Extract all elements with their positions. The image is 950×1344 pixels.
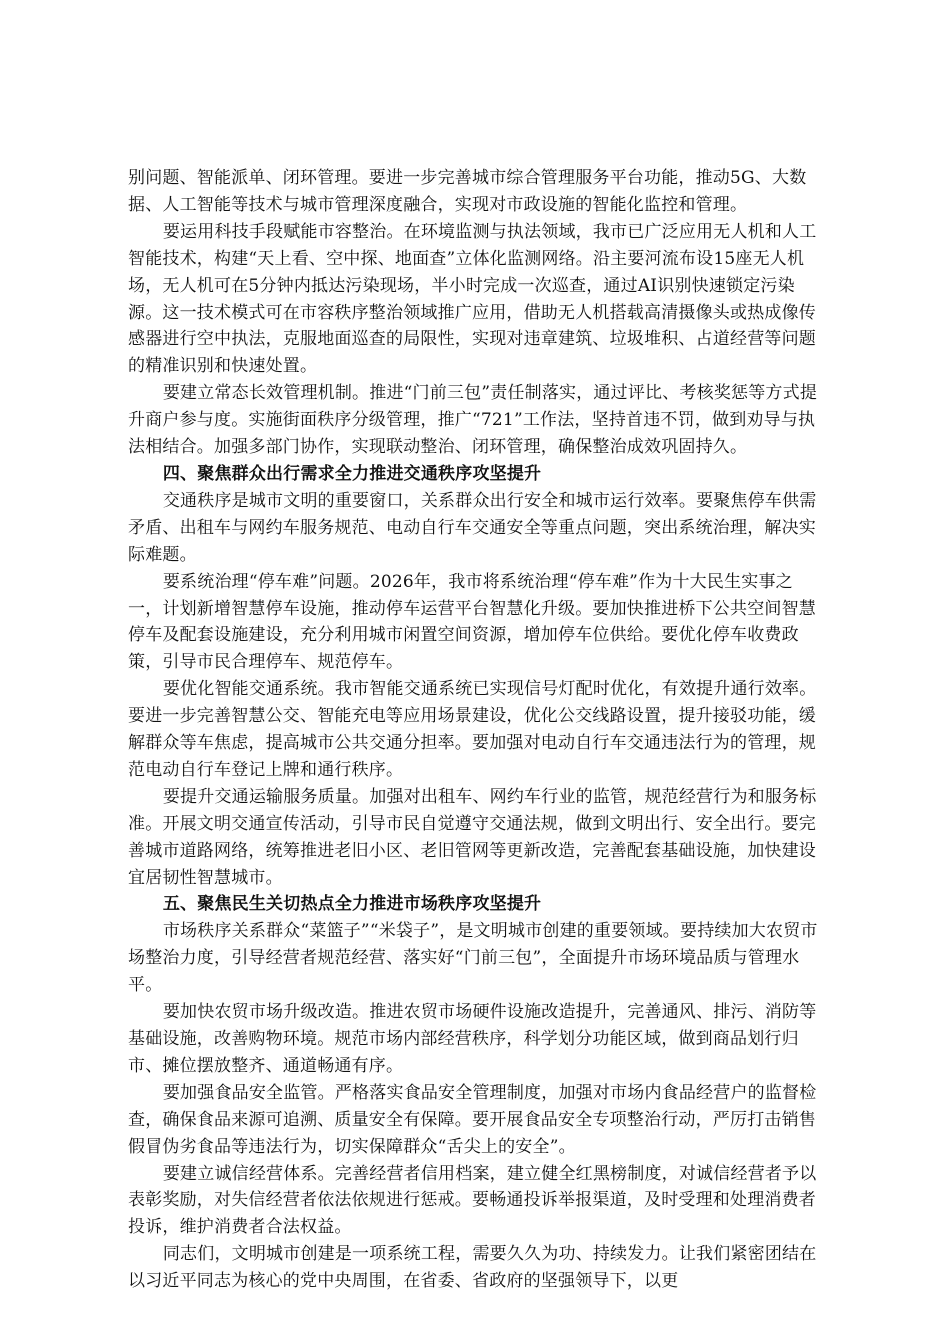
paragraph-closing: 同志们，文明城市创建是一项系统工程，需要久久为功、持续发力。让我们紧密团结在以习近平同志为核心的党中央周围，在省委、省政府的坚强领导下，以更 xyxy=(128,1244,817,1292)
paragraph-parking: 要系统治理“停车难”问题。2026年，我市将系统治理“停车难”作为十大民生实事之一，计划新增智慧停车设施，推动停车运营平台智慧化升级。要加快推进桥下公共空间智慧停车及配套设施建设，充分利用城市闲置空间资源，增加停车位供给。要优化停车收费政策，引导市民合理停车、规范停车。 xyxy=(128,571,816,673)
document-page xyxy=(128,165,822,1295)
paragraph-transport-service: 要提升交通运输服务质量。加强对出租车、网约车行业的监管，规范经营行为和服务标准。开展文明交通宣传活动，引导市民自觉遵守交通法规，做到文明出行、安全出行。要完善城市道路网络，统筹推进老旧小区、老旧管网等更新改造，完善配套基础设施，加快建设宜居韧性智慧城市。 xyxy=(128,786,817,888)
section-heading-traffic: 四、聚焦群众出行需求全力推进交通秩序攻坚提升 xyxy=(162,463,542,484)
section-heading-market: 五、聚焦民生关切热点全力推进市场秩序攻坚提升 xyxy=(162,894,542,915)
paragraph-long-term-mechanism: 要建立常态长效管理机制。推进“门前三包”责任制落实，通过评比、考核奖惩等方式提升商户参与度。实施街面秩序分级管理，推广“721”工作法，坚持首违不罚，做到劝导与执法相结合。加强多部门协作，实现联动整治、闭环管理，确保整治成效巩固持久。 xyxy=(128,383,818,458)
paragraph-tech-enabled-governance: 要运用科技手段赋能市容整治。在环境监测与执法领域，我市已广泛应用无人机和人工智能技术，构建“天上看、空中探、地面查”立体化监测网络。沿主要河流布设15座无人机场，无人机可在5分钟内抵达污染现场，半小时完成一次巡查，通过AI识别快速锁定污染源。这一技术模式可在市容秩序整治领域推广应用，借助无人机搭载高清摄像头或热成像传感器进行空中执法，克服地面巡查的局限性，实现对违章建筑、垃圾堆积、占道经营等问题的精准识别和快速处置。 xyxy=(128,221,817,377)
paragraph-food-safety: 要加强食品安全监管。严格落实食品安全管理制度，加强对市场内食品经营户的监督检查，确保食品来源可追溯、质量安全有保障。要开展食品安全专项整治行动，严厉打击销售假冒伪劣食品等违法行为，切实保障群众“舌尖上的安全”。 xyxy=(128,1082,817,1157)
paragraph-market-intro: 市场秩序关系群众“菜篮子”“米袋子”，是文明城市创建的重要领域。要持续加大农贸市场整治力度，引导经营者规范经营、落实好“门前三包”，全面提升市场环境品质与管理水平。 xyxy=(128,921,818,996)
paragraph-integrity-system: 要建立诚信经营体系。完善经营者信用档案，建立健全红黑榜制度，对诚信经营者予以表彰奖励，对失信经营者依法依规进行惩戒。要畅通投诉举报渠道，及时受理和处理消费者投诉，维护消费者合法权益。 xyxy=(128,1163,817,1238)
paragraph-continuation: 别问题、智能派单、闭环管理。要进一步完善城市综合管理服务平台功能，推动5G、大数据、人工智能等技术与城市管理深度融合，实现对市政设施的智能化监控和管理。 xyxy=(128,168,807,215)
paragraph-market-upgrade: 要加快农贸市场升级改造。推进农贸市场硬件设施改造提升，完善通风、排污、消防等基础设施，改善购物环境。规范市场内部经营秩序，科学划分功能区域，做到商品划行归市、摊位摆放整齐、通道畅通有序。 xyxy=(128,1002,817,1076)
paragraph-smart-traffic: 要优化智能交通系统。我市智能交通系统已实现信号灯配时优化，有效提升通行效率。要进一步完善智慧公交、智能充电等应用场景建设，优化公交线路设置，提升接驳功能，缓解群众等车焦虑，提高城市公共交通分担率。要加强对电动自行车交通违法行为的管理，规范电动自行车登记上牌和通行秩序。 xyxy=(128,679,817,780)
paragraph-traffic-intro: 交通秩序是城市文明的重要窗口，关系群众出行安全和城市运行效率。要聚焦停车供需矛盾、出租车与网约车服务规范、电动自行车交通安全等重点问题，突出系统治理，解决实际难题。 xyxy=(128,490,817,565)
